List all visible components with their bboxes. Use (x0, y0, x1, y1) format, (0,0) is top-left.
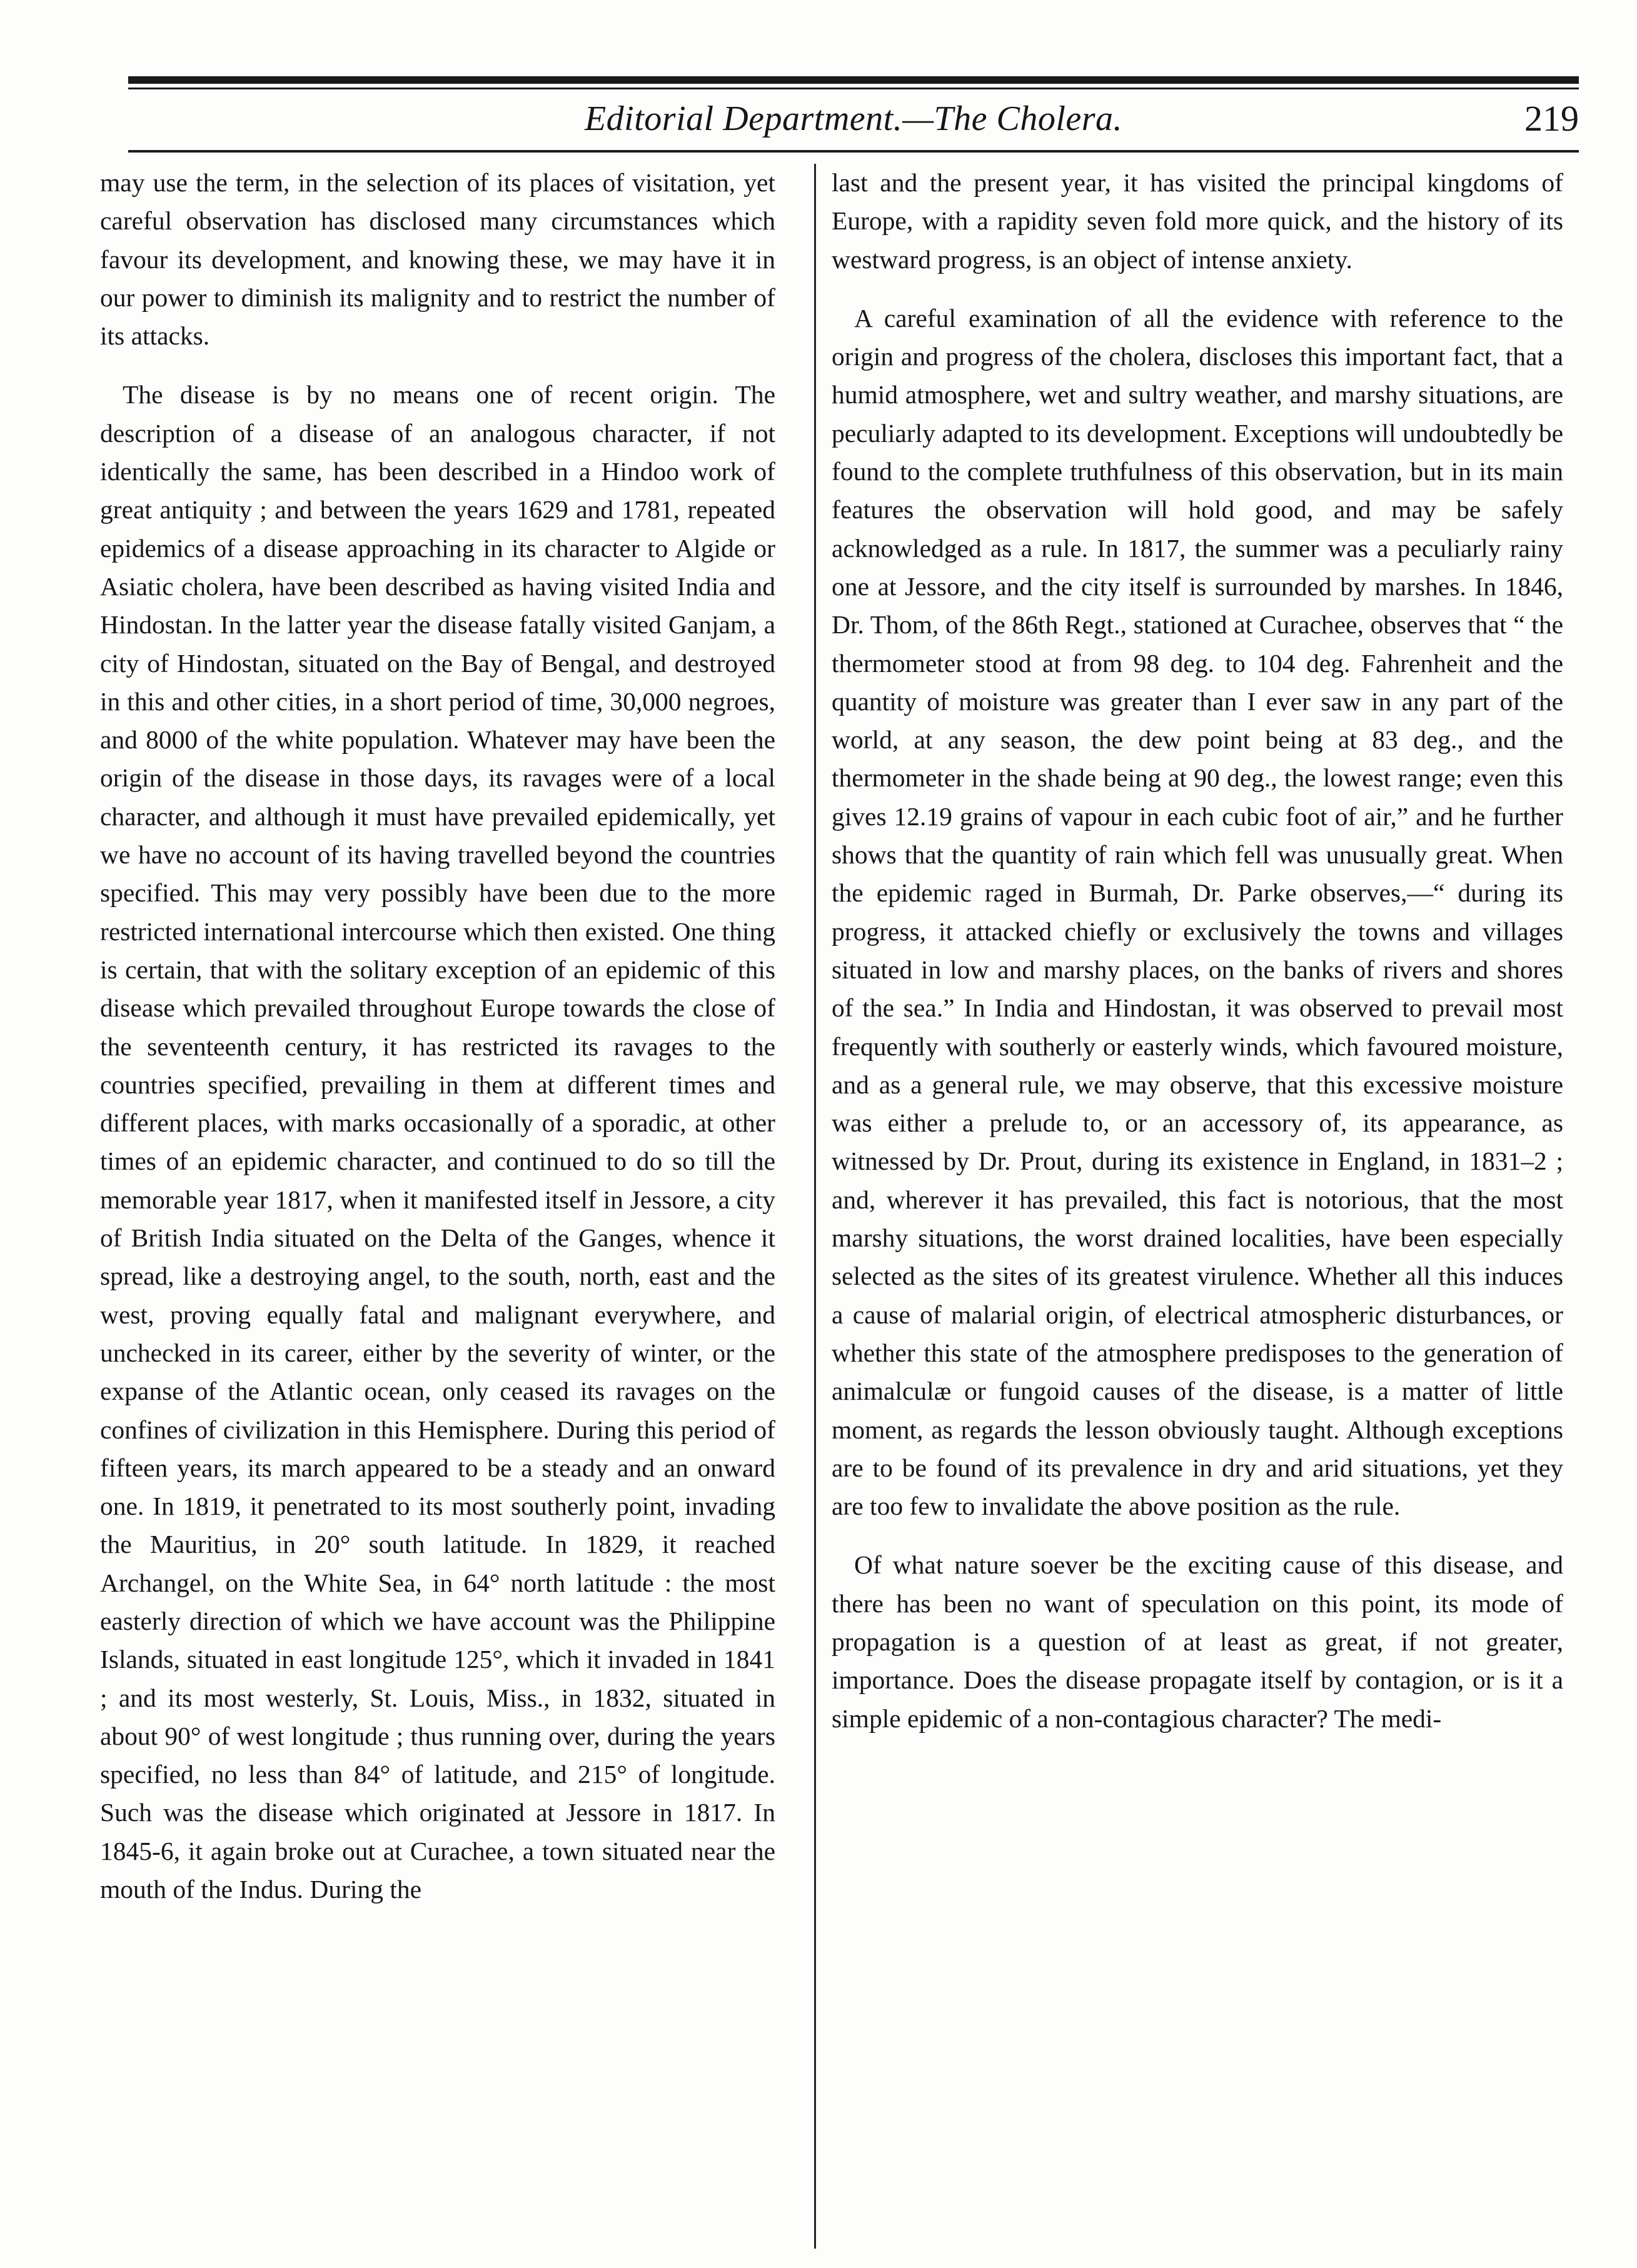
right-column (832, 164, 1563, 1759)
paragraph: last and the present year, it has visited the principal kingdoms of Europe, with a rapidity seven fold more quick, and the history of its westward progress, is an object of intense anxiety. (832, 168, 1563, 274)
top-thick-rule (128, 76, 1579, 84)
left-column (100, 164, 775, 1929)
header-rule (128, 150, 1579, 153)
page-number: 219 (1524, 98, 1579, 139)
paragraph: A careful examination of all the evidence with reference to the origin and progress of the cholera, discloses this important fact, that a humid atmosphere, wet and sultry weather, and marshy situations, are peculiarly adapted to its development. Exceptions will undoubtedly be found to the complete truthfulness of this observation, but in its main features the observation will hold good, and may be safely acknowledged as a rule. In 1817, the summer was a peculiarly rainy one at Jessore, and the city itself is surrounded by marshes. In 1846, Dr. Thom, of the 86th Regt., stationed at Curachee, observes that “ the thermometer stood at from 98 deg. to 104 deg. Fahrenheit and the quantity of moisture was greater than I ever saw in any part of the world, at any season, the dew point being at 83 deg., and the thermometer in the shade being at 90 deg., the lowest range; even this gives 12.19 grains of vapour in each cubic foot of air,” and he further shows that the quantity of rain which fell was unusually great. When the epidemic raged in Burmah, Dr. Parke observes,—“ during its progress, it attacked chiefly or exclusively the towns and villages situated in low and marshy places, on the banks of rivers and shores of the sea.” In India and Hindostan, it was observed to prevail most frequently with southerly or easterly winds, which favoured moisture, and as a general rule, we may observe, that this excessive moisture was either a prelude to, or an accessory of, its appearance, as witnessed by Dr. Prout, during its existence in England, in 1831–2 ; and, wherever it has prevailed, this fact is notorious, that the most marshy situations, the worst drained localities, have been especially selected as the sites of its greatest virulence. Whether all this induces a cause of malarial origin, of electrical atmospheric disturbances, or whether this state of the atmosphere predisposes to the generation of animalculæ or fungoid causes of the disease, is a matter of little moment, as regards the lesson obviously taught. Although exceptions are to be found of its prevalence in dry and arid situations, yet they are too few to invalidate the above position as the rule. (832, 303, 1563, 1521)
running-head: Editorial Department.—The Cholera. (584, 99, 1123, 138)
paragraph: Of what nature soever be the exciting cause of this disease, and there has been no want of speculation on this point, its mode of propagation is a question of at least as great, if not greater, importance. Does the disease propagate itself by contagion, or is it a simple epidemic of a non-contagious character? The medi- (832, 1550, 1563, 1733)
paragraph: may use the term, in the selection of its places of visitation, yet careful observation has disclosed many circumstances which favour its development, and knowing these, we may have it in our power to diminish its malignity and to restrict the number of its attacks. (100, 168, 775, 351)
paragraph: The disease is by no means one of recent origin. The description of a disease of an analogous character, if not identically the same, has been described in a Hindoo work of great antiquity ; and between the years 1629 and 1781, repeated epidemics of a disease approaching in its character to Algide or Asiatic cholera, have been described as having visited India and Hindostan. In the latter year the disease fatally visited Ganjam, a city of Hindostan, situated on the Bay of Bengal, and destroyed in this and other cities, in a short period of time, 30,000 negroes, and 8000 of the white population. Whatever may have been the origin of the disease in those days, its ravages were of a local character, and although it must have prevailed epidemically, yet we have no account of its having travelled beyond the countries specified. This may very possibly have been due to the more restricted international intercourse which then existed. One thing is certain, that with the solitary exception of an epidemic of this disease which prevailed throughout Europe towards the close of the seventeenth century, it has restricted its ravages to the countries specified, prevailing in them at different times and different places, with marks occasionally of a sporadic, at other times of an epidemic character, and continued to do so till the memorable year 1817, when it manifested itself in Jessore, a city of British India situated on the Delta of the Ganges, whence it spread, like a destroying angel, to the south, north, east and the west, proving equally fatal and malignant everywhere, and unchecked in its career, either by the severity of winter, or the expanse of the Atlantic ocean, only ceased its ravages on the confines of civilization in this Hemisphere. During this period of fifteen years, its march appeared to be a steady and an onward one. In 1819, it penetrated to its most southerly point, invading the Mauritius, in 20° south latitude. In 1829, it reached Archangel, on the White Sea, in 64° north latitude : the most easterly direction of which we have account was the Philippine Islands, situated in east longitude 125°, which it invaded in 1841 ; and its most westerly, St. Louis, Miss., in 1832, situated in about 90° of west longitude ; thus running over, during the years specified, no less than 84° of latitude, and 215° of longitude. Such was the disease which originated at Jessore in 1817. In 1845-6, it again broke out at Curachee, a town situated near the mouth of the Indus. During the (100, 380, 775, 1904)
page-header (128, 94, 1579, 144)
top-thin-rule (128, 88, 1579, 89)
column-divider (814, 164, 816, 2249)
